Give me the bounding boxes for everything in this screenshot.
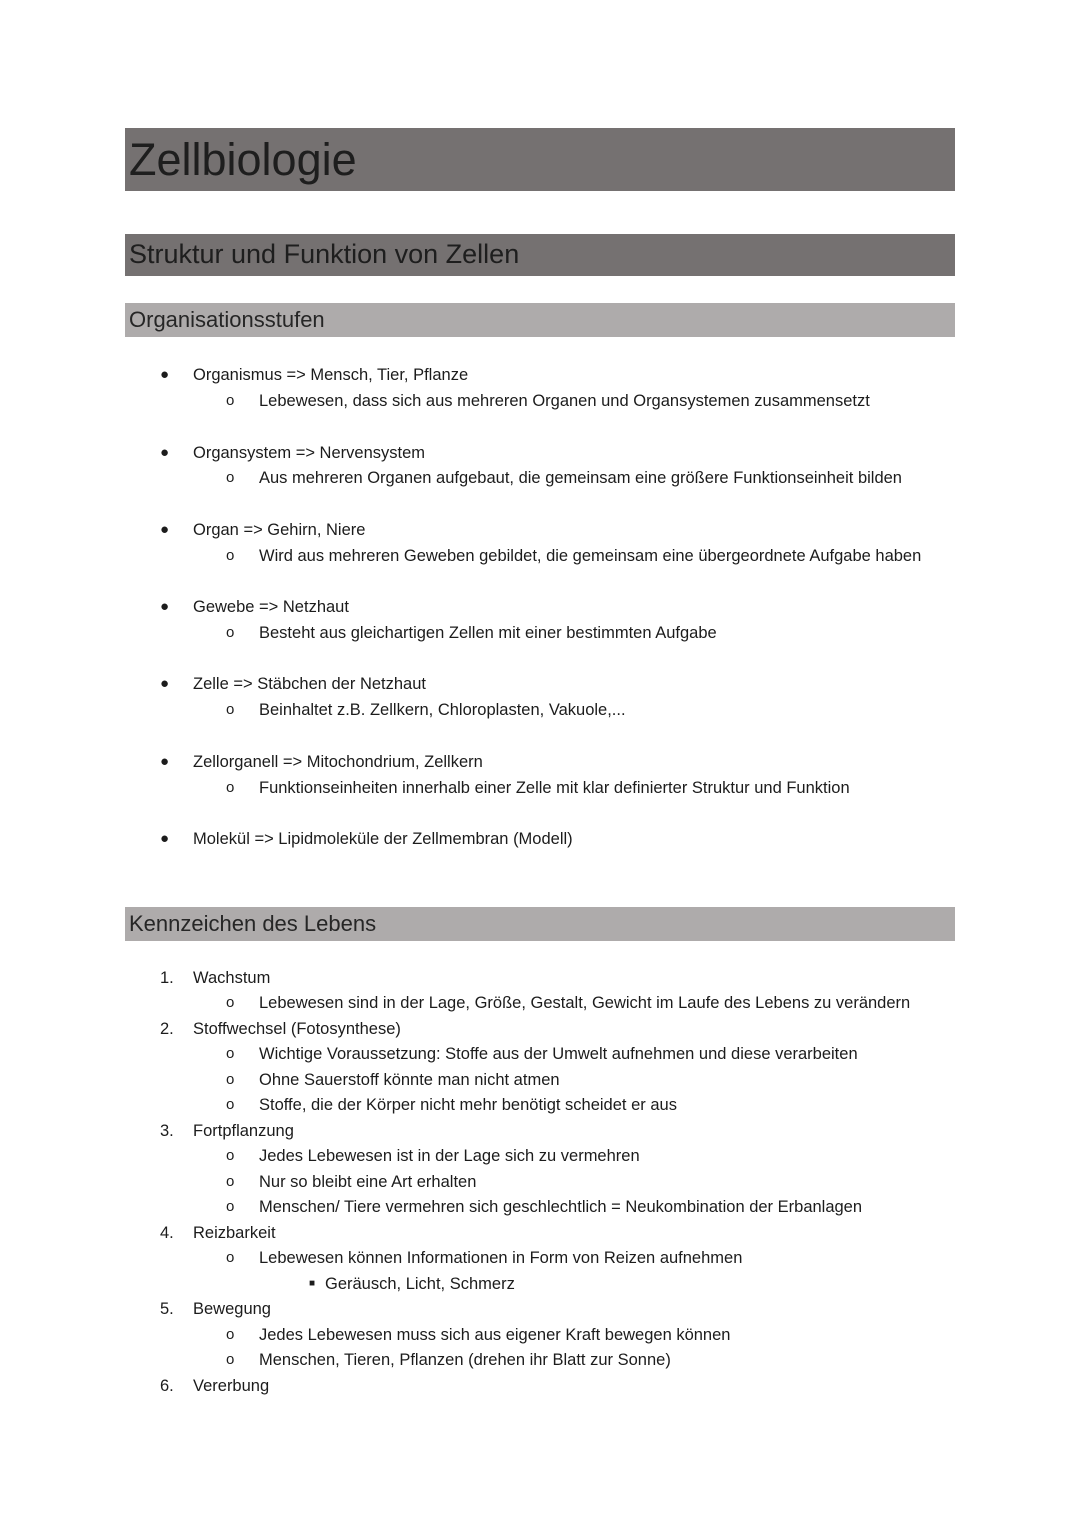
sub-sub-list-item [0,1271,1080,1297]
bullet-icon: ● [160,598,170,615]
numbered-item-label: Stoffwechsel (Fotosynthese) [193,1020,401,1038]
sub-list-item [0,1347,1080,1373]
item-number: 2. [160,1020,174,1038]
sub-list-item-text: Menschen, Tieren, Pflanzen (drehen ihr Blatt zur Sonne) [259,1351,671,1369]
circle-bullet-icon: o [226,1249,235,1266]
numbered-item-label: Fortpflanzung [193,1122,294,1140]
sub-list-item [0,1092,1080,1118]
sub-list-item-text: Nur so bleibt eine Art erhalten [259,1173,477,1191]
sub-list-item [0,620,1080,646]
circle-bullet-icon: o [226,392,235,409]
list-item-label: Organsystem => Nervensystem [193,444,425,462]
item-number: 3. [160,1122,174,1140]
list-item-label: Zelle => Stäbchen der Netzhaut [193,675,426,693]
item-number: 4. [160,1224,174,1242]
circle-bullet-icon: o [226,469,235,486]
list-item [0,826,1080,852]
sub-list-item [0,775,1080,801]
circle-bullet-icon: o [226,1351,235,1368]
sub-list-item [0,388,1080,414]
list-item-label: Gewebe => Netzhaut [193,598,349,616]
list-item-label: Organ => Gehirn, Niere [193,521,366,539]
circle-bullet-icon: o [226,1096,235,1113]
sub-list-item-text: Besteht aus gleichartigen Zellen mit einer bestimmten Aufgabe [259,624,717,642]
numbered-item [0,1016,1080,1042]
list-item [0,362,1080,388]
numbered-item [0,1296,1080,1322]
sub-list-item [0,1245,1080,1271]
sub-list-item-text: Beinhaltet z.B. Zellkern, Chloroplasten, Vakuole,... [259,701,626,719]
bullet-icon: ● [160,521,170,538]
circle-bullet-icon: o [226,547,235,564]
list-item [0,671,1080,697]
sub-list-item-text: Lebewesen können Informationen in Form von Reizen aufnehmen [259,1249,743,1267]
sub-list-item-text: Lebewesen sind in der Lage, Größe, Gestalt, Gewicht im Laufe des Lebens zu verändern [259,994,911,1012]
sub-list-item [0,1194,1080,1220]
list-item [0,594,1080,620]
sub-list-item-text: Funktionseinheiten innerhalb einer Zelle mit klar definierter Struktur und Funktion [259,779,850,797]
circle-bullet-icon: o [226,701,235,718]
circle-bullet-icon: o [226,779,235,796]
circle-bullet-icon: o [226,1147,235,1164]
sub-list-item-text: Menschen/ Tiere vermehren sich geschlechtlich = Neukombination der Erbanlagen [259,1198,863,1216]
numbered-item-label: Wachstum [193,969,271,987]
list-item-label: Zellorganell => Mitochondrium, Zellkern [193,753,483,771]
bullet-icon: ● [160,753,170,770]
item-number: 1. [160,969,174,987]
list-item-label: Molekül => Lipidmoleküle der Zellmembran (Modell) [193,830,573,848]
item-number: 5. [160,1300,174,1318]
sub-list-item-text: Lebewesen, dass sich aus mehreren Organen und Organsystemen zusammensetzt [259,392,870,410]
numbered-item [0,1118,1080,1144]
circle-bullet-icon: o [226,624,235,641]
bullet-icon: ● [160,830,170,847]
sub-list-item [0,697,1080,723]
sub-list-item [0,1143,1080,1169]
item-number: 6. [160,1377,174,1395]
numbered-item-label: Bewegung [193,1300,271,1318]
sub-list-item [0,465,1080,491]
bullet-icon: ● [160,366,170,383]
list-item [0,749,1080,775]
list-item [0,517,1080,543]
sub-list-item-text: Wichtige Voraussetzung: Stoffe aus der Umwelt aufnehmen und diese verarbeiten [259,1045,858,1063]
sub-list-item-text: Jedes Lebewesen ist in der Lage sich zu vermehren [259,1147,640,1165]
sub-list-item [0,543,1080,569]
subsection-heading-organisationsstufen: Organisationsstufen [125,303,955,337]
sub-list-item-text: Aus mehreren Organen aufgebaut, die gemeinsam eine größere Funktionseinheit bilden [259,469,902,487]
numbered-item [0,1373,1080,1399]
sub-list-item [0,990,1080,1016]
section-heading: Struktur und Funktion von Zellen [125,234,955,276]
circle-bullet-icon: o [226,1045,235,1062]
bullet-icon: ● [160,444,170,461]
sub-list-item-text: Ohne Sauerstoff könnte man nicht atmen [259,1071,560,1089]
list-item [0,440,1080,466]
bullet-icon: ● [160,675,170,692]
square-bullet-icon: ■ [309,1278,316,1289]
numbered-item-label: Vererbung [193,1377,270,1395]
sub-list-item [0,1067,1080,1093]
sub-list-item-text: Wird aus mehreren Geweben gebildet, die gemeinsam eine übergeordnete Aufgabe haben [259,547,922,565]
list-item-label: Organismus => Mensch, Tier, Pflanze [193,366,469,384]
page-title: Zellbiologie [125,128,955,191]
numbered-item-label: Reizbarkeit [193,1224,276,1242]
circle-bullet-icon: o [226,1326,235,1343]
circle-bullet-icon: o [226,1198,235,1215]
circle-bullet-icon: o [226,1071,235,1088]
sub-list-item [0,1169,1080,1195]
numbered-item [0,965,1080,991]
sub-list-item [0,1322,1080,1348]
numbered-item [0,1220,1080,1246]
subsection-heading-kennzeichen: Kennzeichen des Lebens [125,907,955,941]
sub-list-item [0,1041,1080,1067]
sub-list-item-text: Stoffe, die der Körper nicht mehr benötigt scheidet er aus [259,1096,677,1114]
sub-sub-list-item-text: Geräusch, Licht, Schmerz [325,1275,515,1293]
sub-list-item-text: Jedes Lebewesen muss sich aus eigener Kraft bewegen können [259,1326,731,1344]
circle-bullet-icon: o [226,1173,235,1190]
circle-bullet-icon: o [226,994,235,1011]
